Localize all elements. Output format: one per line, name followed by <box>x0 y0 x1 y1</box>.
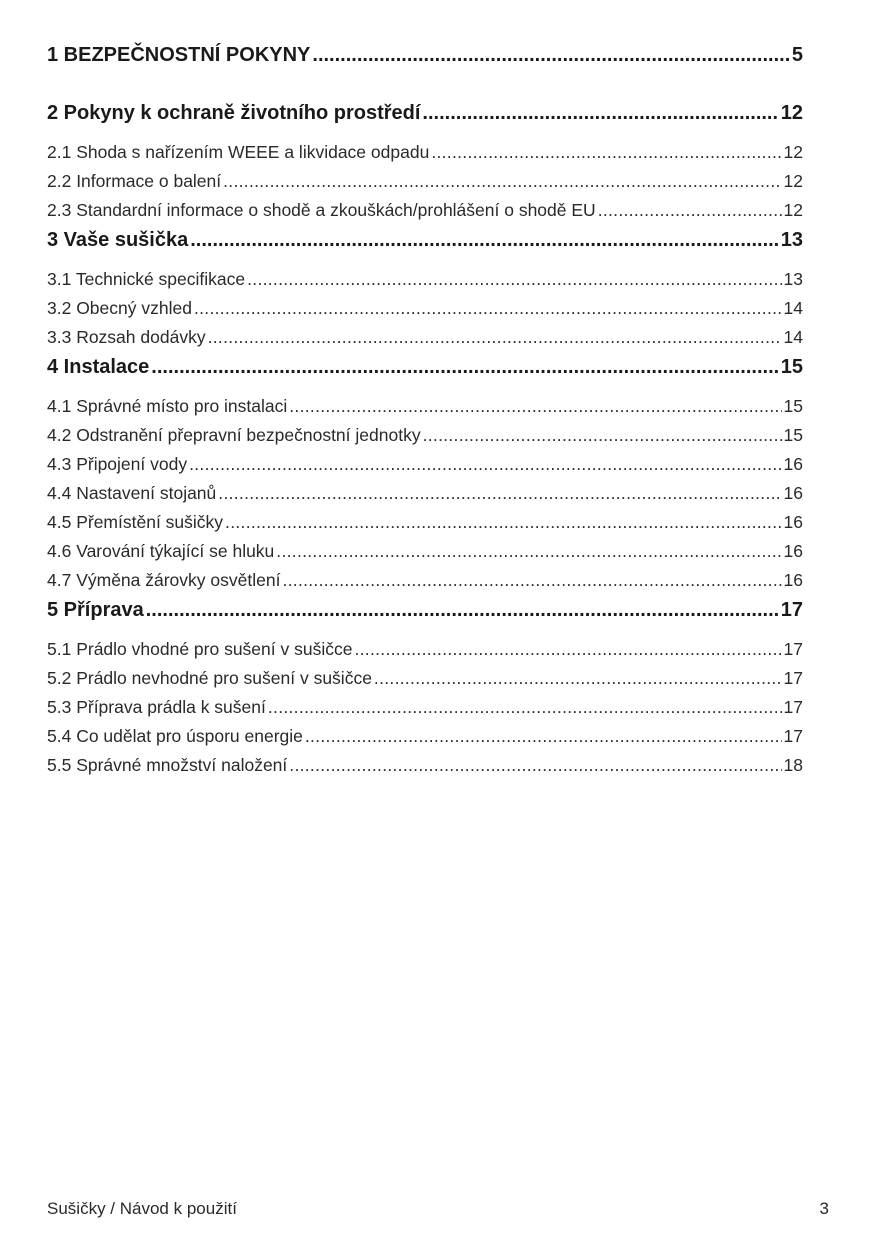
toc-title: 4 Instalace <box>47 356 150 378</box>
toc-page-number: 15 <box>783 425 803 445</box>
toc-item-4-6[interactable] <box>47 537 803 566</box>
toc-leader-dots <box>354 635 781 664</box>
toc-leader-dots <box>218 479 781 508</box>
toc-leader-dots <box>289 751 781 780</box>
toc-page-number: 17 <box>783 668 803 688</box>
toc-page-number: 17 <box>783 697 803 717</box>
toc-title: 4.4 Nastavení stojanů <box>47 483 217 503</box>
toc-title: 1 BEZPEČNOSTNÍ POKYNY <box>47 44 311 66</box>
toc-page-number: 18 <box>783 755 803 775</box>
toc-page-number: 13 <box>783 269 803 289</box>
toc-title: 2.2 Informace o balení <box>47 171 222 191</box>
toc-item-5-2[interactable] <box>47 664 803 693</box>
toc-page-number: 16 <box>783 483 803 503</box>
toc-title: 3.1 Technické specifikace <box>47 269 246 289</box>
toc-item-4-7[interactable] <box>47 566 803 595</box>
toc-title: 5.4 Co udělat pro úsporu energie <box>47 726 303 746</box>
toc-title: 3.3 Rozsah dodávky <box>47 327 206 347</box>
toc-leader-dots <box>282 566 781 595</box>
toc-page-number: 14 <box>783 327 803 347</box>
toc-leader-dots <box>208 323 782 352</box>
toc-item-3-3[interactable] <box>47 323 803 352</box>
toc-page-number: 14 <box>783 298 803 318</box>
toc-leader-dots <box>422 98 778 128</box>
toc-item-4-2[interactable] <box>47 421 803 450</box>
toc-leader-dots <box>223 167 781 196</box>
toc-title: 2.3 Standardní informace o shodě a zkouškách/prohlášení o shodě EU <box>47 200 596 220</box>
toc-page-number: 12 <box>783 171 803 191</box>
toc-page-number: 16 <box>783 454 803 474</box>
toc-title: 4.1 Správné místo pro instalaci <box>47 396 288 416</box>
toc-item-4-1[interactable] <box>47 392 803 421</box>
toc-leader-dots <box>289 392 781 421</box>
toc-item-5-4[interactable] <box>47 722 803 751</box>
toc-leader-dots <box>190 225 779 255</box>
toc-page-number: 15 <box>783 396 803 416</box>
toc-title: 3 Vaše sušička <box>47 229 189 251</box>
toc-leader-dots <box>598 196 782 225</box>
toc-item-5-3[interactable] <box>47 693 803 722</box>
toc-page-number: 16 <box>783 541 803 561</box>
toc-leader-dots <box>225 508 781 537</box>
toc-title: 5.2 Prádlo nevhodné pro sušení v sušičce <box>47 668 372 688</box>
toc-item-4-3[interactable] <box>47 450 803 479</box>
toc-heading-5[interactable] <box>47 595 803 625</box>
toc-page-number: 12 <box>783 200 803 220</box>
toc-item-2-1[interactable] <box>47 138 803 167</box>
toc-leader-dots <box>312 40 789 70</box>
toc-item-4-5[interactable] <box>47 508 803 537</box>
toc-leader-dots <box>276 537 781 566</box>
toc-page-number: 17 <box>780 599 803 621</box>
toc-title: 2 Pokyny k ochraně životního prostředí <box>47 102 421 124</box>
toc-title: 2.1 Shoda s nařízením WEEE a likvidace odpadu <box>47 142 430 162</box>
toc-title: 4.5 Přemístění sušičky <box>47 512 224 532</box>
toc-title: 5 Příprava <box>47 599 144 621</box>
toc-item-5-1[interactable] <box>47 635 803 664</box>
toc-title: 5.3 Příprava prádla k sušení <box>47 697 266 717</box>
toc-item-3-2[interactable] <box>47 294 803 323</box>
toc-item-2-2[interactable] <box>47 167 803 196</box>
toc-leader-dots <box>194 294 782 323</box>
toc-page-number: 15 <box>780 356 803 378</box>
toc-heading-2[interactable] <box>47 98 803 128</box>
toc-item-4-4[interactable] <box>47 479 803 508</box>
toc-page-number: 5 <box>791 44 803 66</box>
toc-leader-dots <box>305 722 782 751</box>
toc-heading-4[interactable] <box>47 352 803 382</box>
toc-item-2-3[interactable] <box>47 196 803 225</box>
toc-page-number: 17 <box>783 639 803 659</box>
toc-title: 4.2 Odstranění přepravní bezpečnostní jednotky <box>47 425 421 445</box>
toc-leader-dots <box>268 693 782 722</box>
toc-title: 4.7 Výměna žárovky osvětlení <box>47 570 281 590</box>
toc-leader-dots <box>189 450 781 479</box>
toc-title: 5.1 Prádlo vhodné pro sušení v sušičce <box>47 639 353 659</box>
toc-title: 4.3 Připojení vody <box>47 454 188 474</box>
toc-page-number: 16 <box>783 512 803 532</box>
toc-title: 3.2 Obecný vzhled <box>47 298 192 318</box>
toc-leader-dots <box>431 138 781 167</box>
toc-leader-dots <box>423 421 782 450</box>
toc-leader-dots <box>374 664 782 693</box>
toc-page-number: 17 <box>783 726 803 746</box>
toc-leader-dots <box>146 595 779 625</box>
footer-label: Sušičky / Návod k použití <box>47 1199 237 1218</box>
table-of-contents <box>47 40 803 780</box>
page-footer <box>47 1199 829 1219</box>
toc-page-number: 12 <box>780 102 803 124</box>
toc-item-5-5[interactable] <box>47 751 803 780</box>
toc-page-number: 12 <box>783 142 803 162</box>
toc-title: 5.5 Správné množství naložení <box>47 755 288 775</box>
toc-page-number: 16 <box>783 570 803 590</box>
toc-item-3-1[interactable] <box>47 265 803 294</box>
toc-leader-dots <box>151 352 778 382</box>
toc-heading-1[interactable] <box>47 40 803 70</box>
footer-page-number: 3 <box>819 1199 829 1218</box>
toc-page-number: 13 <box>780 229 803 251</box>
toc-leader-dots <box>247 265 781 294</box>
toc-title: 4.6 Varování týkající se hluku <box>47 541 275 561</box>
toc-heading-3[interactable] <box>47 225 803 255</box>
